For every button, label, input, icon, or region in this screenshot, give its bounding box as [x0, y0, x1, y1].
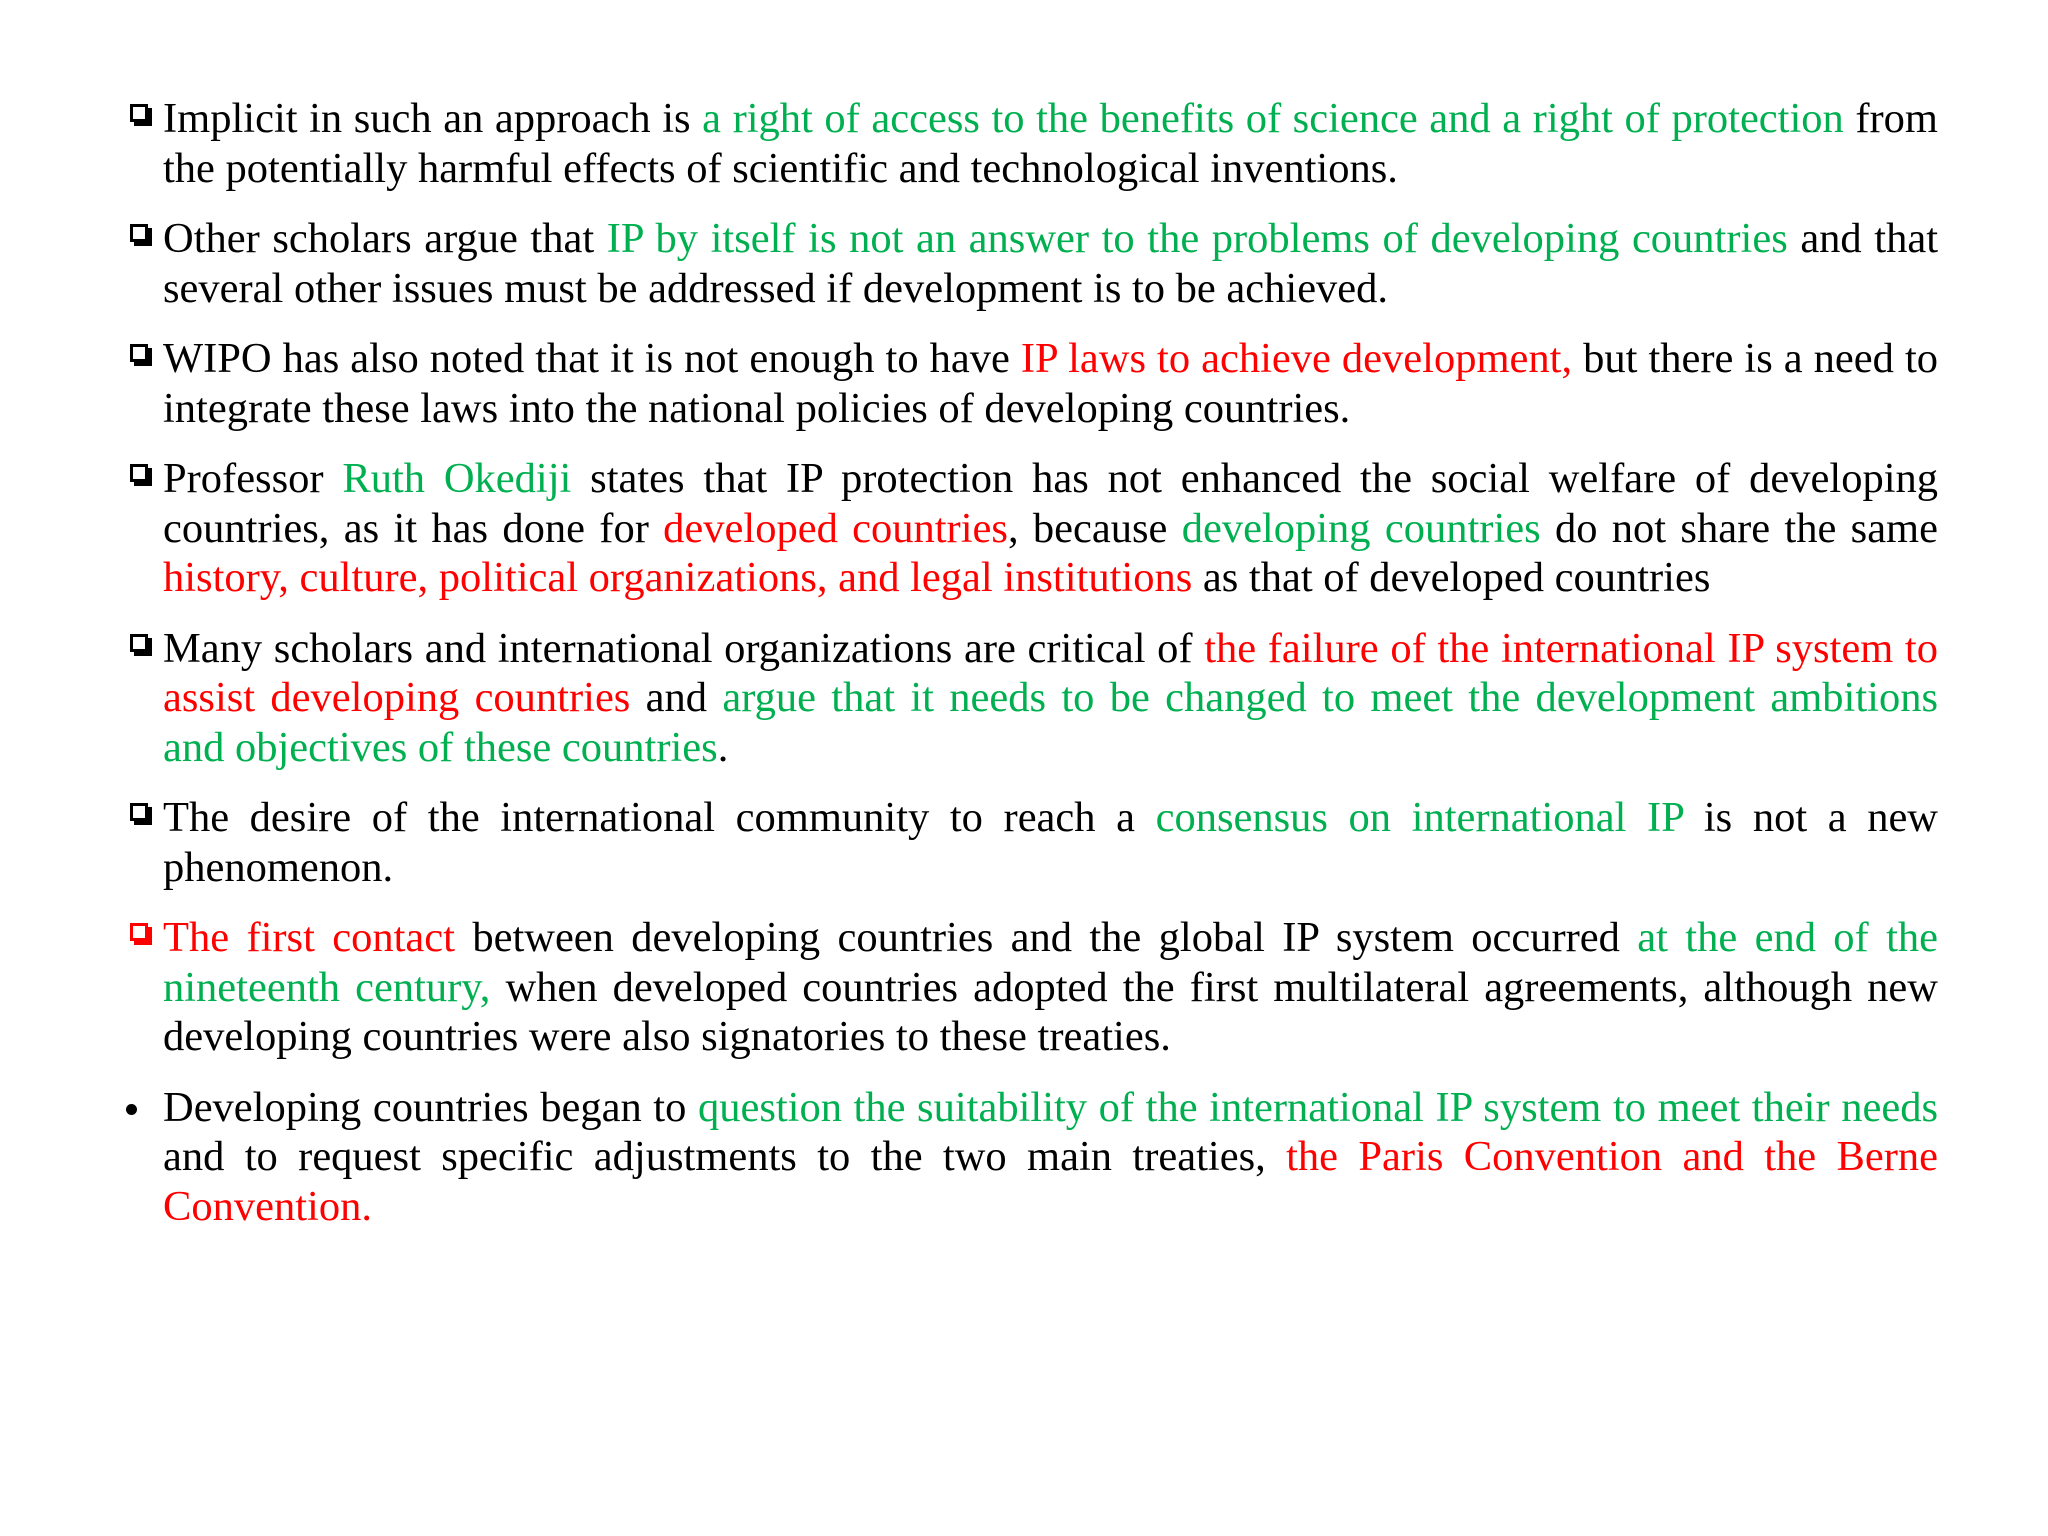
bullet-text [163, 794, 1938, 891]
bullet-item [120, 334, 1938, 433]
text-segment-black: but there is a need to integrate these laws into the national policies of developing countries. [163, 335, 1939, 432]
text-segment-black: from the potentially harmful effects of scientific and technological inventions. [163, 95, 1938, 192]
bullet-text [163, 455, 1938, 601]
bullet-text [163, 914, 1938, 1060]
text-segment-green: consensus on international IP [1155, 794, 1684, 841]
text-segment-black: . [717, 723, 729, 771]
text-segment-black: Implicit in such an approach is [163, 95, 703, 142]
hollow-square-icon [130, 224, 148, 242]
text-segment-green: Ruth Okediji [342, 455, 572, 502]
text-segment-red: The first contact [163, 914, 455, 961]
text-segment-black: , because [1007, 504, 1182, 552]
text-segment-black: and [630, 674, 723, 721]
text-segment-black: between developing countries and the global IP system occurred [454, 914, 1638, 961]
text-segment-green: question the suitability of the international IP system to meet their needs [697, 1083, 1938, 1131]
text-segment-black: and that several other issues must be addressed if development is to be achieved. [163, 215, 1938, 312]
text-segment-black: The desire of the international community to reach a [163, 794, 1156, 841]
hollow-square-icon [130, 104, 148, 122]
text-segment-green: at the end of the nineteenth century, [163, 914, 1938, 1011]
hollow-square-icon [130, 803, 148, 821]
text-segment-green: developing countries [1181, 504, 1541, 552]
bullet-text [163, 625, 1938, 771]
bullet-item [120, 793, 1938, 892]
text-segment-red: the Paris Convention and the Berne Convention. [163, 1133, 1939, 1230]
hollow-square-icon [130, 344, 148, 362]
hollow-square-red-icon [130, 923, 148, 941]
bullet-item [120, 624, 1938, 773]
text-segment-black: as that of developed countries [1192, 554, 1711, 601]
hollow-square-icon [130, 634, 148, 652]
text-segment-black: and to request specific adjustments to the two main treaties, [163, 1133, 1287, 1180]
bullet-text [163, 215, 1938, 312]
bullet-text [163, 1084, 1938, 1230]
bullet-item [120, 454, 1938, 603]
bullet-text [163, 95, 1938, 192]
text-segment-black: states that IP protection has not enhanced the social welfare of developing countries, as it has done for [163, 455, 1939, 552]
bullet-item [120, 214, 1938, 313]
text-segment-black: Many scholars and international organizations are critical of [163, 624, 1205, 672]
text-segment-black: do not share the same [1540, 504, 1938, 552]
bullet-item [120, 1083, 1938, 1232]
text-segment-black: Other scholars argue that [163, 215, 607, 262]
text-segment-green: a right of access to the benefits of science and a right of protection [702, 95, 1844, 142]
text-segment-red: the failure of the international IP system to assist developing countries [163, 624, 1938, 721]
text-segment-red: history, culture, political organizations, and legal institutions [163, 554, 1193, 601]
text-segment-red: IP laws to achieve development, [1020, 335, 1573, 382]
text-segment-black: WIPO has also noted that it is not enough to have [163, 335, 1021, 382]
text-segment-black: Professor [163, 455, 343, 502]
bullet-list [120, 94, 1938, 1252]
bullet-item [120, 94, 1938, 193]
bullet-text [163, 335, 1938, 432]
hollow-square-icon [130, 464, 148, 482]
text-segment-black: when developed countries adopted the first multilateral agreements, although new developing countries were also signatories to these treaties. [163, 963, 1938, 1060]
text-segment-black: is not a new phenomenon. [163, 794, 1939, 891]
text-segment-black: Developing countries began to [163, 1083, 698, 1131]
text-segment-green: argue that it needs to be changed to meet the development ambitions and objectives of these countries [163, 674, 1938, 771]
round-bullet-icon [126, 1104, 137, 1115]
bullet-item [120, 913, 1938, 1062]
text-segment-green: IP by itself is not an answer to the problems of developing countries [606, 215, 1788, 262]
text-segment-red: developed countries [663, 504, 1008, 552]
